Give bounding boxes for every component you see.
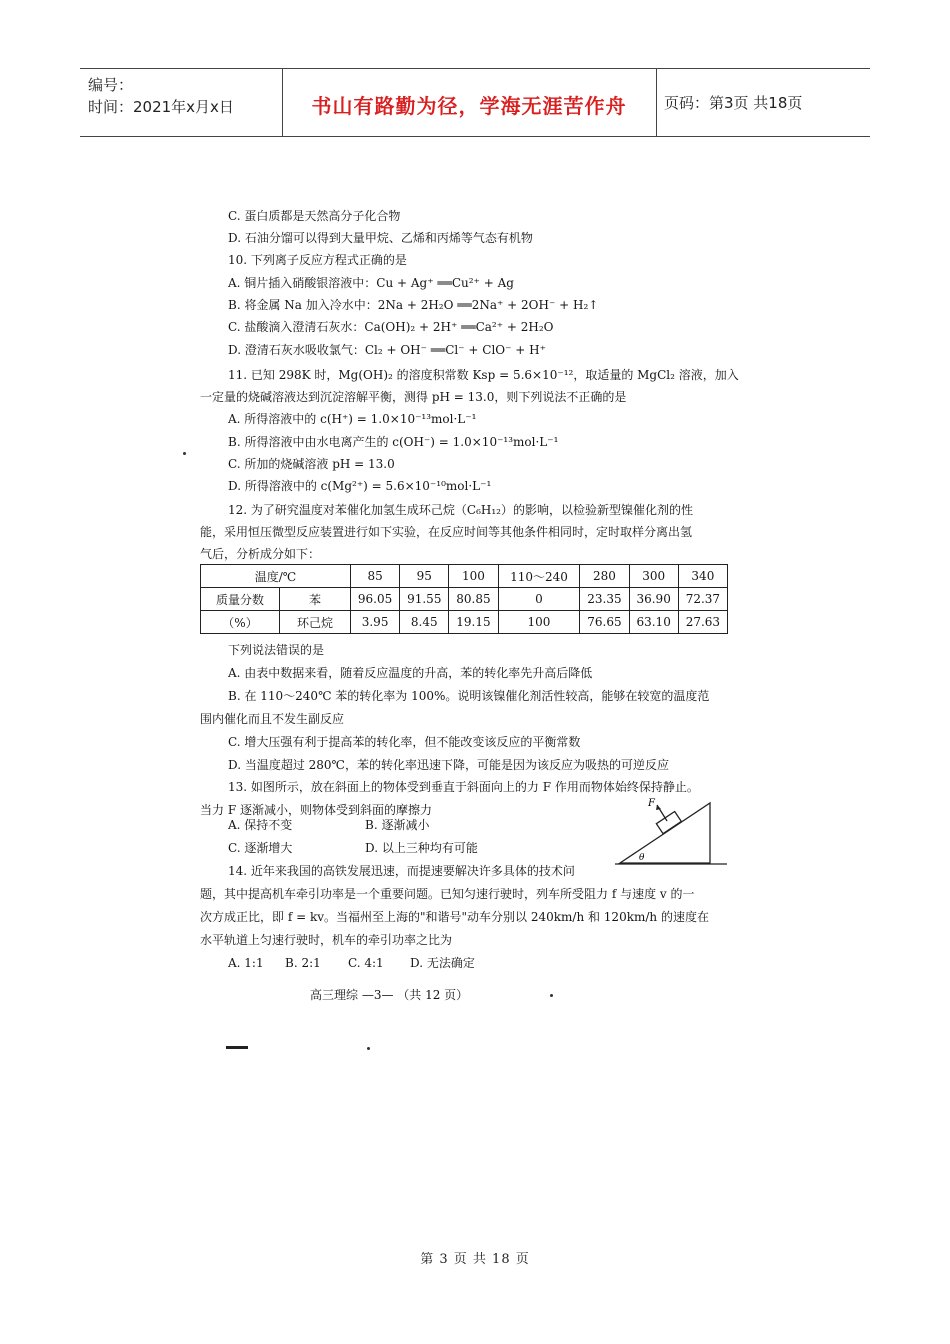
data-table [200, 564, 728, 634]
table-cell: 91.55 [400, 588, 449, 611]
q10-option-d: D. 澄清石灰水吸收氯气：Cl₂ + OH⁻ ══Cl⁻ + ClO⁻ + H⁺ [228, 343, 546, 357]
scan-dot [367, 1047, 370, 1050]
table-cell: 23.35 [580, 588, 629, 611]
header-top-rule [80, 68, 870, 69]
q14-stem-2: 题，其中提高机车牵引功率是一个重要问题。已知匀速行驶时，列车所受阻力 f 与速度 v 的一 [200, 887, 695, 901]
q13-option-b: B. 逐渐减小 [365, 818, 430, 832]
table-cell: 苯 [280, 588, 351, 611]
scan-mark [226, 1046, 248, 1049]
header-bottom-rule [80, 136, 870, 137]
table-cell: 110～240 [498, 565, 580, 588]
q9-option-d: D. 石油分馏可以得到大量甲烷、乙烯和丙烯等气态有机物 [228, 231, 533, 245]
table-cell: 63.10 [629, 611, 678, 634]
q14-stem-1: 14. 近年来我国的高铁发展迅速，而提速要解决许多具体的技术问 [228, 864, 575, 878]
table-cell: 80.85 [449, 588, 498, 611]
q12-stem-2: 能，采用恒压微型反应装置进行如下实验，在反应时间等其他条件相同时，定时取样分离出氢 [200, 525, 693, 539]
page-footer: 第 3 页 共 18 页 [420, 1252, 530, 1267]
exam-page-footer: 高三理综 —3— （共 12 页） [310, 988, 469, 1002]
table-cell: 27.63 [678, 611, 727, 634]
q11-stem-2: 一定量的烧碱溶液达到沉淀溶解平衡，测得 pH = 13.0，则下列说法不正确的是 [200, 390, 627, 404]
table-cell: （%） [201, 611, 280, 634]
table-cell: 85 [351, 565, 400, 588]
q13-option-d: D. 以上三种均有可能 [365, 841, 478, 855]
q14-option-b: B. 2:1 [285, 956, 321, 970]
table-cell: 76.65 [580, 611, 629, 634]
table-row [201, 565, 728, 588]
table-row [201, 588, 728, 611]
q12-option-a: A. 由表中数据来看，随着反应温度的升高，苯的转化率先升高后降低 [228, 666, 593, 680]
q11-option-a: A. 所得溶液中的 c(H⁺) = 1.0×10⁻¹³mol·L⁻¹ [228, 412, 477, 426]
q14-stem-4: 水平轨道上匀速行驶时，机车的牵引功率之比为 [200, 933, 453, 947]
q12-option-c: C. 增大压强有利于提高苯的转化率，但不能改变该反应的平衡常数 [228, 735, 581, 749]
q9-option-c: C. 蛋白质都是天然高分子化合物 [228, 209, 401, 223]
q10-option-c: C. 盐酸滴入澄清石灰水：Ca(OH)₂ + 2H⁺ ══Ca²⁺ + 2H₂O [228, 320, 554, 334]
scan-dot [550, 994, 553, 997]
header-page-info: 页码：第3页 共18页 [664, 94, 803, 112]
q11-option-d: D. 所得溶液中的 c(Mg²⁺) = 5.6×10⁻¹⁰mol·L⁻¹ [228, 479, 492, 493]
q14-option-a: A. 1:1 [228, 956, 264, 970]
table-cell: 100 [498, 611, 580, 634]
q10-option-a: A. 铜片插入硝酸银溶液中：Cu + Ag⁺ ══Cu²⁺ + Ag [228, 276, 514, 290]
table-cell: 19.15 [449, 611, 498, 634]
header-motto: 书山有路勤为径，学海无涯苦作舟 [311, 94, 627, 118]
q10-stem: 10. 下列离子反应方程式正确的是 [228, 253, 407, 267]
table-row [201, 611, 728, 634]
q11-option-c: C. 所加的烧碱溶液 pH = 13.0 [228, 457, 395, 471]
table-cell: 100 [449, 565, 498, 588]
table-cell: 质量分数 [201, 588, 280, 611]
header-meta [88, 74, 234, 118]
table-cell: 300 [629, 565, 678, 588]
q12-option-d: D. 当温度超过 280℃，苯的转化率迅速下降，可能是因为该反应为吸热的可逆反应 [228, 758, 669, 772]
code-label: 编号： [88, 76, 134, 94]
q14-stem-3: 次方成正比，即 f = kv。当福州至上海的"和谐号"动车分别以 240km/h 和 120km/h 的速度在 [200, 910, 709, 924]
q13-option-c: C. 逐渐增大 [228, 841, 293, 855]
table-cell: 340 [678, 565, 727, 588]
q14-option-c: C. 4:1 [348, 956, 384, 970]
table-cell: 环己烷 [280, 611, 351, 634]
table-cell: 0 [498, 588, 580, 611]
header-divider-right [656, 68, 657, 136]
table-cell: 96.05 [351, 588, 400, 611]
table-cell: 95 [400, 565, 449, 588]
force-label: F [648, 798, 655, 809]
date-label: 时间：2021年x月x日 [88, 98, 234, 116]
table-cell: 280 [580, 565, 629, 588]
table-cell: 温度/℃ [201, 565, 351, 588]
q13-stem-2: 当力 F 逐渐减小，则物体受到斜面的摩擦力 [200, 803, 432, 817]
block [656, 811, 681, 833]
q12-prompt: 下列说法错误的是 [228, 643, 325, 657]
q12-stem-3: 气后，分析成分如下： [200, 547, 321, 561]
table-cell: 72.37 [678, 588, 727, 611]
scan-dot [183, 452, 186, 455]
table-cell: 36.90 [629, 588, 678, 611]
table-cell: 3.95 [351, 611, 400, 634]
q12-stem-1: 12. 为了研究温度对苯催化加氢生成环己烷（C₆H₁₂）的影响，以检验新型镍催化剂的性 [228, 503, 693, 517]
q11-option-b: B. 所得溶液中由水电离产生的 c(OH⁻) = 1.0×10⁻¹³mol·L⁻¹ [228, 435, 559, 449]
table-cell: 8.45 [400, 611, 449, 634]
q12-option-b-1: B. 在 110～240℃ 苯的转化率为 100%。说明该镍催化剂活性较高，能够在较宽的温度范 [228, 689, 710, 703]
q13-stem-1: 13. 如图所示，放在斜面上的物体受到垂直于斜面向上的力 F 作用而物体始终保持静止。 [228, 780, 699, 794]
q12-option-b-2: 围内催化而且不发生副反应 [200, 712, 345, 726]
q14-option-d: D. 无法确定 [410, 956, 475, 970]
q13-option-a: A. 保持不变 [228, 818, 293, 832]
angle-label: θ [639, 853, 645, 863]
incline-figure [615, 793, 735, 873]
q10-option-b: B. 将金属 Na 加入冷水中：2Na + 2H₂O ══2Na⁺ + 2OH⁻ + H₂↑ [228, 298, 599, 312]
q11-stem-1: 11. 已知 298K 时，Mg(OH)₂ 的溶度积常数 Ksp = 5.6×10⁻¹²，取适量的 MgCl₂ 溶液，加入 [228, 368, 739, 382]
